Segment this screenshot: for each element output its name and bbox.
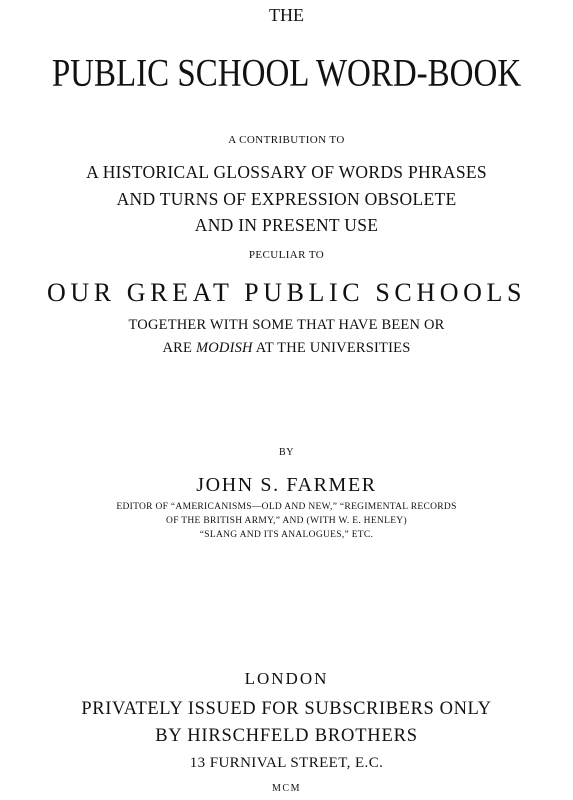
by-line: BY — [279, 447, 294, 458]
book-title: PUBLIC SCHOOL WORD-BOOK — [51, 52, 522, 96]
imprint-city: LONDON — [244, 669, 329, 688]
contribution-line: A CONTRIBUTION TO — [228, 134, 345, 146]
author-name: JOHN S. FARMER — [196, 474, 377, 496]
imprint-address: 13 FURNIVAL STREET, E.C. — [189, 755, 384, 771]
editor-credits-line-1: EDITOR OF “AMERICANISMS—OLD AND NEW,” “REGIMENTAL RECORDS — [116, 502, 457, 512]
imprint-publisher: BY HIRSCHFELD BROTHERS — [155, 726, 418, 746]
together-line-2 — [0, 341, 573, 356]
glossary-line-1: A HISTORICAL GLOSSARY OF WORDS PHRASES — [86, 162, 487, 182]
imprint-year: MCM — [272, 783, 301, 794]
editor-credits-line-2: OF THE BRITISH ARMY,” AND (WITH W. E. HENLEY) — [166, 516, 407, 526]
glossary-line-3: AND IN PRESENT USE — [194, 215, 379, 235]
modish-italic: MODISH — [195, 340, 253, 356]
together-line-2-start: ARE — [162, 340, 196, 356]
title-the: THE — [269, 5, 304, 25]
editor-credits-line-3: “SLANG AND ITS ANALOGUES,” ETC. — [199, 530, 374, 540]
together-line-1: TOGETHER WITH SOME THAT HAVE BEEN OR — [128, 317, 445, 333]
glossary-line-2: AND TURNS OF EXPRESSION OBSOLETE — [116, 189, 457, 209]
peculiar-to-line: PECULIAR TO — [248, 249, 325, 261]
schools-heading: OUR GREAT PUBLIC SCHOOLS — [46, 278, 527, 307]
imprint-issued: PRIVATELY ISSUED FOR SUBSCRIBERS ONLY — [81, 699, 492, 719]
together-line-2-end: AT THE UNIVERSITIES — [252, 340, 411, 356]
